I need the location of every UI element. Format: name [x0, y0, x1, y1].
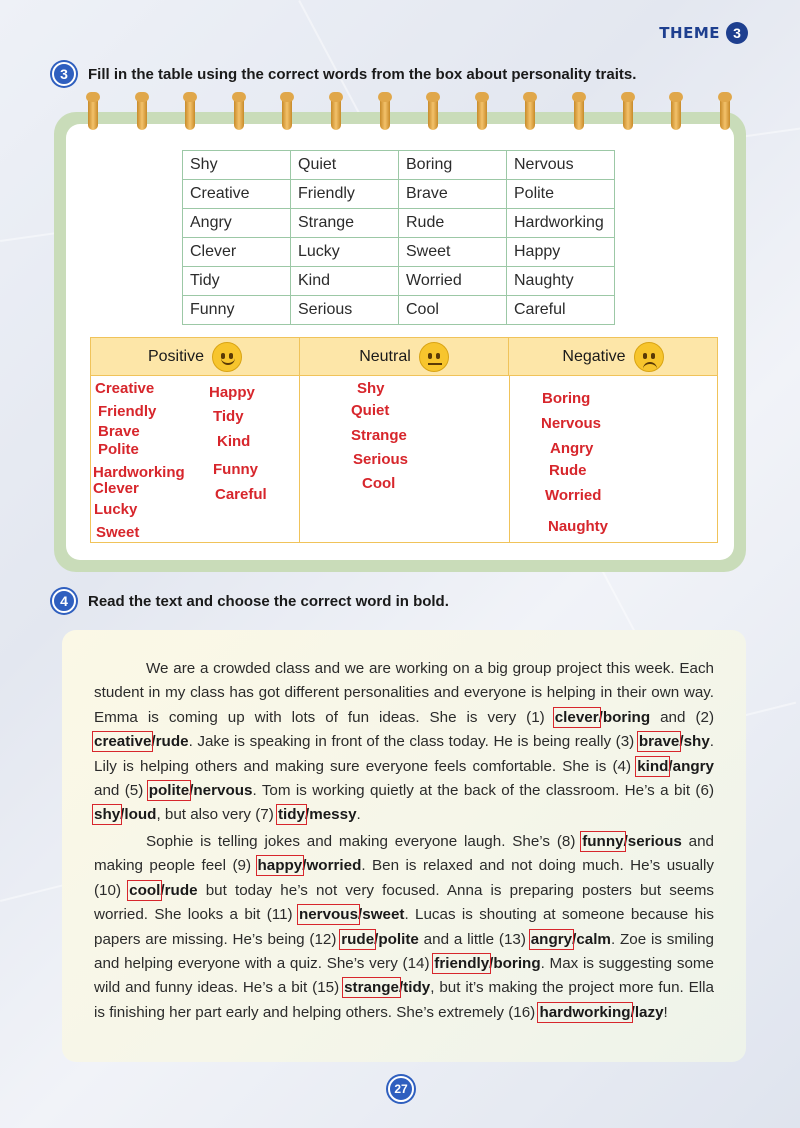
word-box-cell: Quiet — [291, 151, 399, 180]
word-box-cell: Lucky — [291, 238, 399, 267]
selected-answer: hardworking — [539, 1003, 631, 1021]
word-box-cell: Serious — [291, 296, 399, 325]
spiral-ring — [671, 96, 681, 130]
word-box-cell: Worried — [399, 267, 507, 296]
answer-positive: Clever — [93, 480, 139, 497]
spiral-ring — [574, 96, 584, 130]
answer-neutral: Cool — [362, 475, 396, 492]
selected-answer: nervous — [298, 906, 359, 924]
spiral-ring — [234, 96, 244, 130]
word-box-cell: Rude — [399, 209, 507, 238]
theme-number: 3 — [726, 22, 748, 44]
word-box-cell: Polite — [507, 180, 615, 209]
word-box-cell: Shy — [183, 151, 291, 180]
answer-positive: Hardworking — [93, 464, 185, 481]
selected-answer: shy — [94, 806, 121, 824]
option-word: /sweet — [358, 906, 405, 924]
option-word: /lazy — [630, 1003, 664, 1021]
word-box-cell: Boring — [399, 151, 507, 180]
selected-answer: cool — [129, 881, 161, 899]
word-box-cell: Nervous — [507, 151, 615, 180]
option-word: /nervous — [189, 782, 253, 800]
column-header-negative — [509, 338, 717, 375]
neutral-face-icon — [419, 342, 449, 372]
answer-neutral: Serious — [353, 451, 409, 468]
option-word: /rude — [151, 733, 189, 751]
exercise-4-heading — [52, 589, 449, 613]
option-word: /rude — [160, 881, 198, 899]
column-header-neutral — [300, 338, 509, 375]
column-label: Negative — [562, 347, 626, 365]
word-box-cell: Careful — [507, 296, 615, 325]
answer-negative: Worried — [545, 487, 602, 504]
spiral-ring — [282, 96, 292, 130]
answer-positive: Brave — [98, 423, 140, 440]
spiral-ring — [623, 96, 633, 130]
selected-answer: friendly — [434, 955, 490, 973]
word-box-cell: Naughty — [507, 267, 615, 296]
selected-answer: rude — [341, 930, 375, 948]
sad-face-icon — [634, 342, 664, 372]
option-word: /shy — [679, 733, 710, 751]
page-number: 27 — [388, 1076, 414, 1102]
option-word: /worried — [302, 857, 362, 875]
word-box-cell: Cool — [399, 296, 507, 325]
selected-answer: funny — [582, 833, 624, 850]
selected-answer: tidy — [278, 806, 306, 824]
answer-positive: Creative — [95, 380, 155, 397]
exercise-number-badge: 4 — [52, 589, 76, 613]
selected-answer: strange — [344, 979, 399, 997]
exercise-3-heading — [52, 62, 636, 86]
option-word: /boring — [489, 955, 541, 973]
option-word: /polite — [374, 930, 419, 948]
answer-neutral: Strange — [351, 427, 407, 444]
column-label: Positive — [147, 347, 205, 365]
spiral-ring — [428, 96, 438, 130]
answer-negative: Angry — [550, 440, 594, 457]
exercise-instruction: Read the text and choose the correct word in bold. — [88, 592, 449, 610]
answer-neutral: Shy — [357, 380, 385, 397]
word-box-cell: Clever — [183, 238, 291, 267]
answer-positive: Sweet — [96, 524, 140, 541]
selected-answer: brave — [638, 733, 680, 751]
option-word: /loud — [120, 806, 157, 824]
word-box-cell: Strange — [291, 209, 399, 238]
spiral-ring — [331, 96, 341, 130]
answer-positive: Tidy — [213, 408, 244, 425]
answer-negative: Naughty — [548, 518, 608, 535]
option-word: /serious — [623, 833, 682, 850]
exercise-instruction: Fill in the table using the correct words from the box about personality traits. — [88, 65, 637, 83]
spiral-ring — [137, 96, 147, 130]
column-header-positive — [91, 338, 300, 375]
answer-positive: Lucky — [94, 501, 138, 518]
spiral-ring — [720, 96, 730, 130]
spiral-ring — [380, 96, 390, 130]
reading-paragraph-1: We are a crowded class and we are working on a big group project this week. Each student in my class has got different personalities and everyone is helping in their own way. Emma is coming up with lots of fun ideas. She is very (1) clever/boring and (2) creative/rude. Jake is speaking in front of the class today. He is being really (3) brave/shy. Lily is helping others and making sure everyone feels comfortable. She is (4) kind/angry and (5) polite/nervous. Tom is working quietly at the back of the classroom. He’s a bit (6) shy/loud, but also very (7) tidy/messy. — [94, 660, 715, 824]
answer-negative: Rude — [549, 462, 587, 479]
exercise-number-badge: 3 — [52, 62, 76, 86]
option-word: /tidy — [398, 979, 431, 997]
answer-positive: Careful — [215, 486, 267, 503]
selected-answer: creative — [94, 733, 152, 751]
word-box-cell: Happy — [507, 238, 615, 267]
spiral-ring — [185, 96, 195, 130]
word-box-cell: Brave — [399, 180, 507, 209]
option-word: /calm — [572, 930, 611, 948]
word-box-cell: Hardworking — [507, 209, 615, 238]
theme-label: THEME — [659, 24, 720, 42]
word-box-cell: Friendly — [291, 180, 399, 209]
word-box-cell: Angry — [183, 209, 291, 238]
selected-answer: angry — [530, 930, 573, 948]
answer-positive: Friendly — [98, 403, 157, 420]
answer-positive: Kind — [217, 433, 251, 450]
reading-paragraph-2: Sophie is telling jokes and making everyone laugh. She’s (8) funny/serious and making people feel (9) happy/worried. Ben is relaxed and not doing much. He’s usually (10) cool/rude but today he’s not very focused. Anna is preparing posters but seems worried. She looks a bit (11) nervous/sweet. Lucas is shouting at someone because his papers are missing. He’s being (12) rude/polite and a little (13) angry/calm. Zoe is smiling and helping everyone with a quiz. She’s very (14) friendly/boring. Max is suggesting some wild and funny ideas. He’s a bit (15) strange/tidy, but it’s making the project more fun. Ella is finishing her part early and helping others. She’s extremely (16) hardworking/lazy! — [94, 833, 715, 1021]
theme-badge — [659, 22, 748, 44]
spiral-ring — [477, 96, 487, 130]
word-box-cell: Tidy — [183, 267, 291, 296]
option-word: /messy — [305, 806, 357, 824]
traits-table — [90, 337, 718, 543]
selected-answer: happy — [257, 857, 303, 875]
word-box-cell: Sweet — [399, 238, 507, 267]
word-box — [182, 150, 615, 325]
option-word: /angry — [668, 757, 714, 775]
answer-neutral: Quiet — [351, 402, 390, 419]
column-label: Neutral — [359, 347, 411, 365]
word-box-cell: Kind — [291, 267, 399, 296]
happy-face-icon — [212, 342, 242, 372]
selected-answer: kind — [637, 757, 669, 775]
answer-negative: Nervous — [541, 415, 602, 432]
answer-negative: Boring — [542, 390, 591, 407]
word-box-cell: Funny — [183, 296, 291, 325]
word-box-cell: Creative — [183, 180, 291, 209]
selected-answer: clever — [554, 708, 599, 726]
option-word: /boring — [598, 708, 651, 726]
answer-positive: Funny — [213, 461, 258, 478]
spiral-ring — [88, 96, 98, 130]
spiral-ring — [525, 96, 535, 130]
answer-positive: Polite — [98, 441, 139, 458]
answer-positive: Happy — [209, 384, 255, 401]
selected-answer: polite — [148, 782, 190, 800]
